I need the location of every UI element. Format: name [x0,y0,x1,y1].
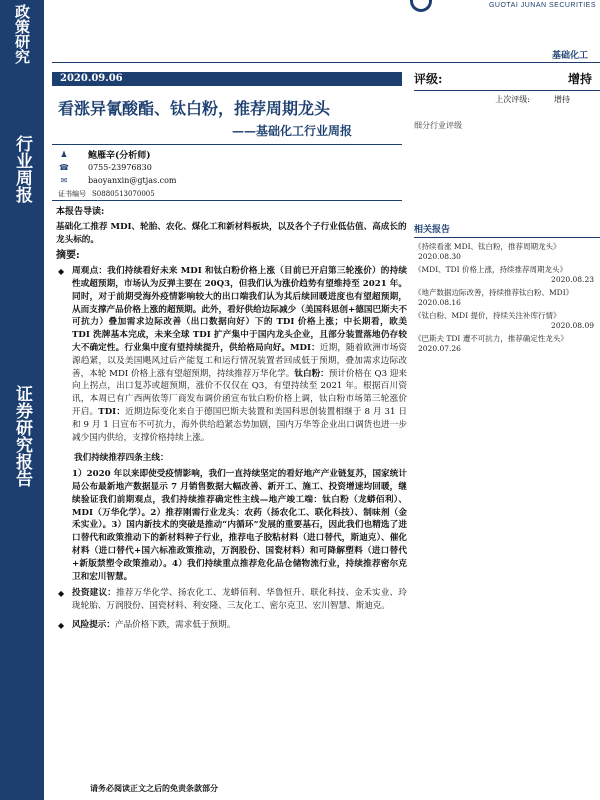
related-reports [414,222,600,353]
investment-advice-label: 投资建议： [72,588,117,599]
related-item[interactable] [414,265,600,284]
guide-heading: 本报告导读: [56,207,105,217]
bullet-diamond-icon: ◆ [58,620,65,630]
report-title: 看涨异氰酸酯、钛白粉，推荐周期龙头 [58,99,331,118]
related-item[interactable] [414,288,600,307]
prev-rating-value: 增持 [554,95,570,104]
cert-label: 证书编号 [58,189,86,198]
related-item-date: 2020.08.30 [418,252,461,261]
weekly-view-mdi: 近期，随着欧洲市场资源趋紧，以及美国飓风过后产能复工和运行情况装置者回成低于预期，叠加需求边际改善，本轮 MDI 价格上涨有望超预期，持续推荐万华化学。 [72,342,407,379]
sidebar-middle-label [0,135,44,209]
sidebar-middle-text: 行业周报 [12,135,32,203]
logo-arc-icon [410,0,432,12]
summary-paragraph-weekly-view [52,265,407,444]
weekly-view-tio2-label: 钛白粉： [294,368,329,379]
company-logo [440,0,600,14]
phone-icon: ☎ [59,163,69,172]
related-item-title: 《MDI、TDI 价格上涨，持续推荐周期龙头》 [414,265,568,274]
disclaimer-footer: 请务必阅读正文之后的免责条款部分 [90,783,218,793]
related-item-date: 2020.08.16 [418,298,461,307]
rating-panel [414,70,600,105]
weekly-view-bold: 周观点：我们持续看好未来 MDI 和钛白粉价格上涨（目前已开启第三轮涨价）的持续性或超预期，市场认为反弹主要在 20Q3，但我们认为涨价趋势有望维持至 2021 年。同时，对于前期受海外疫情影响较大的出口端我们认为其后续回暖进度也有望超预期，从而支撑产品价格上涨的超预期。此外，看好供给边际减少（美国科思创+德国巴斯夫不可抗力）叠加需求边际改善（出口数据向好）下的 TDI 价格上涨；中长期看，欧美 TDI 洗牌基本完成，未来全球 TDI 扩产集中于国内龙头企业，且部分装置落地仍存较大不确定性。行业集中度有望持续提升，供给格局向好。MDI： [72,266,407,353]
report-subtitle: ——基础化工行业周报 [232,124,353,138]
analyst-name: 鲍雁辛(分析师) [88,151,151,161]
rating-rule [414,90,600,91]
weekly-view-tio2: 预计价格在 Q3 迎来向上拐点，出口复苏或超预期，涨价不仅仅在 Q3，有望持续至 2021 年。根据百川资讯，本周已有广西两依等厂商发布调价函宣布钛白粉价格上调，钛白粉市场第三轮涨价开启。 [72,368,407,417]
report-date-bar [52,72,402,86]
weekly-view-tdi: 近期边际变化来自于德国巴斯夫装置和美国科思创装置相继于 8 月 31 日和 9 月 1 日宣布不可抗力，海外供给趋紧态势加剧，国内万华等企业出口调货也进一步减少国内供给，支撑价格持续上涨。 [72,406,407,443]
related-item[interactable] [414,242,600,261]
related-item-date: 2020.08.23 [551,275,594,284]
four-themes-paragraph: 1）2020 年以来即使受疫情影响，我们一直持续坚定的看好地产产业链复苏，国家统计局公布最新地产数据显示 7 月销售数据大幅改善、新开工、施工、投资增速均回暖，继续验证我们前期观点，我们持续推荐确定性主线—地产竣工端：钛白粉（龙蟒佰利）、MDI（万华化学）。2）推荐刚需行业龙头：农药（扬农化工、联化科技）、制味剂（金禾实业）。3）国内新技术的突破是推动“内循环”发展的重要基石，因此我们也精选了进口替代和政策推动下的新材料种子行业，推荐电子胶粘材料（进口替代，斯迪克）、催化材料（进口替代+国六标准政策推动，万润股份、国瓷材料）和可降解塑料（进口替代+新版禁塑令政策推动）。4）我们持续重点推荐危化品仓储物流行业，持续推荐密尔克卫和宏川智慧。 [72,469,407,582]
sector-tag: 基础化工 [551,51,588,61]
risk-warning-label: 风险提示： [72,619,115,630]
email-icon: ✉ [60,176,68,185]
related-item-title: 《钛白粉、MDI 提价，持续关注补库行情》 [414,311,561,320]
four-themes-heading: 我们持续推荐四条主线： [74,453,169,464]
rating-value: 增持 [567,72,592,86]
related-item-title: 《地产数据边际改善，持续推荐钛白粉、MDI》 [414,288,574,297]
weekly-view-tdi-label: TDI： [98,406,126,417]
related-item-title: 《巴斯夫 TDI 遭不可抗力，推荐确定性龙头》 [414,334,568,343]
rating-label: 评级: [414,72,443,86]
sidebar-bottom-text: 证券研究报告 [12,385,32,487]
report-date: 2020.09.06 [60,73,123,84]
related-item-title: 《持续看涨 MDI、钛白粉，推荐周期龙头》 [414,242,561,251]
analyst-email[interactable]: baoyanxin@gtjas.com [88,176,177,185]
logo-text: GUOTAI JUNAN SECURITIES [488,2,596,9]
summary-heading: 摘要: [56,250,80,262]
related-item-date: 2020.08.09 [551,321,594,330]
person-icon: ♟ [60,150,68,159]
report-body [52,206,407,632]
risk-warning-text: 产品价格下跌，需求低于预期。 [114,619,236,630]
cert-number: S0880513070005 [92,189,155,198]
title-rule [52,144,402,145]
prev-rating-label: 上次评级: [495,95,530,104]
bullet-diamond-icon: ◆ [58,267,65,277]
guide-text: 基础化工推荐 MDI、轮胎、农化、煤化工和新材料板块，以及各个子行业低估值、高成长的龙头标的。 [56,221,407,245]
related-item[interactable] [414,334,600,353]
related-item[interactable] [414,311,600,330]
sidebar-bottom-label [0,385,44,493]
bullet-diamond-icon: ◆ [58,589,65,599]
sidebar-top-text: 政策研究 [13,4,31,64]
analyst-rule [52,200,402,201]
investment-advice-text: 推荐万华化学、扬农化工、龙蟒佰利、华鲁恒升、联化科技、金禾实业、玲珑轮胎、万润股份、国瓷材料、利安隆、三友化工、密尔克卫、宏川智慧、斯迪克。 [72,588,407,612]
sub-industry-rating-label: 细分行业评级 [414,121,462,130]
risk-warning-paragraph [52,619,407,632]
sidebar-top-label [0,0,44,95]
header-rule [52,62,600,63]
related-item-date: 2020.07.26 [418,344,461,353]
analyst-block [58,148,398,200]
analyst-phone: 0755-23976830 [88,163,152,172]
investment-advice-paragraph [52,587,407,613]
related-heading: 相关报告 [414,222,600,238]
